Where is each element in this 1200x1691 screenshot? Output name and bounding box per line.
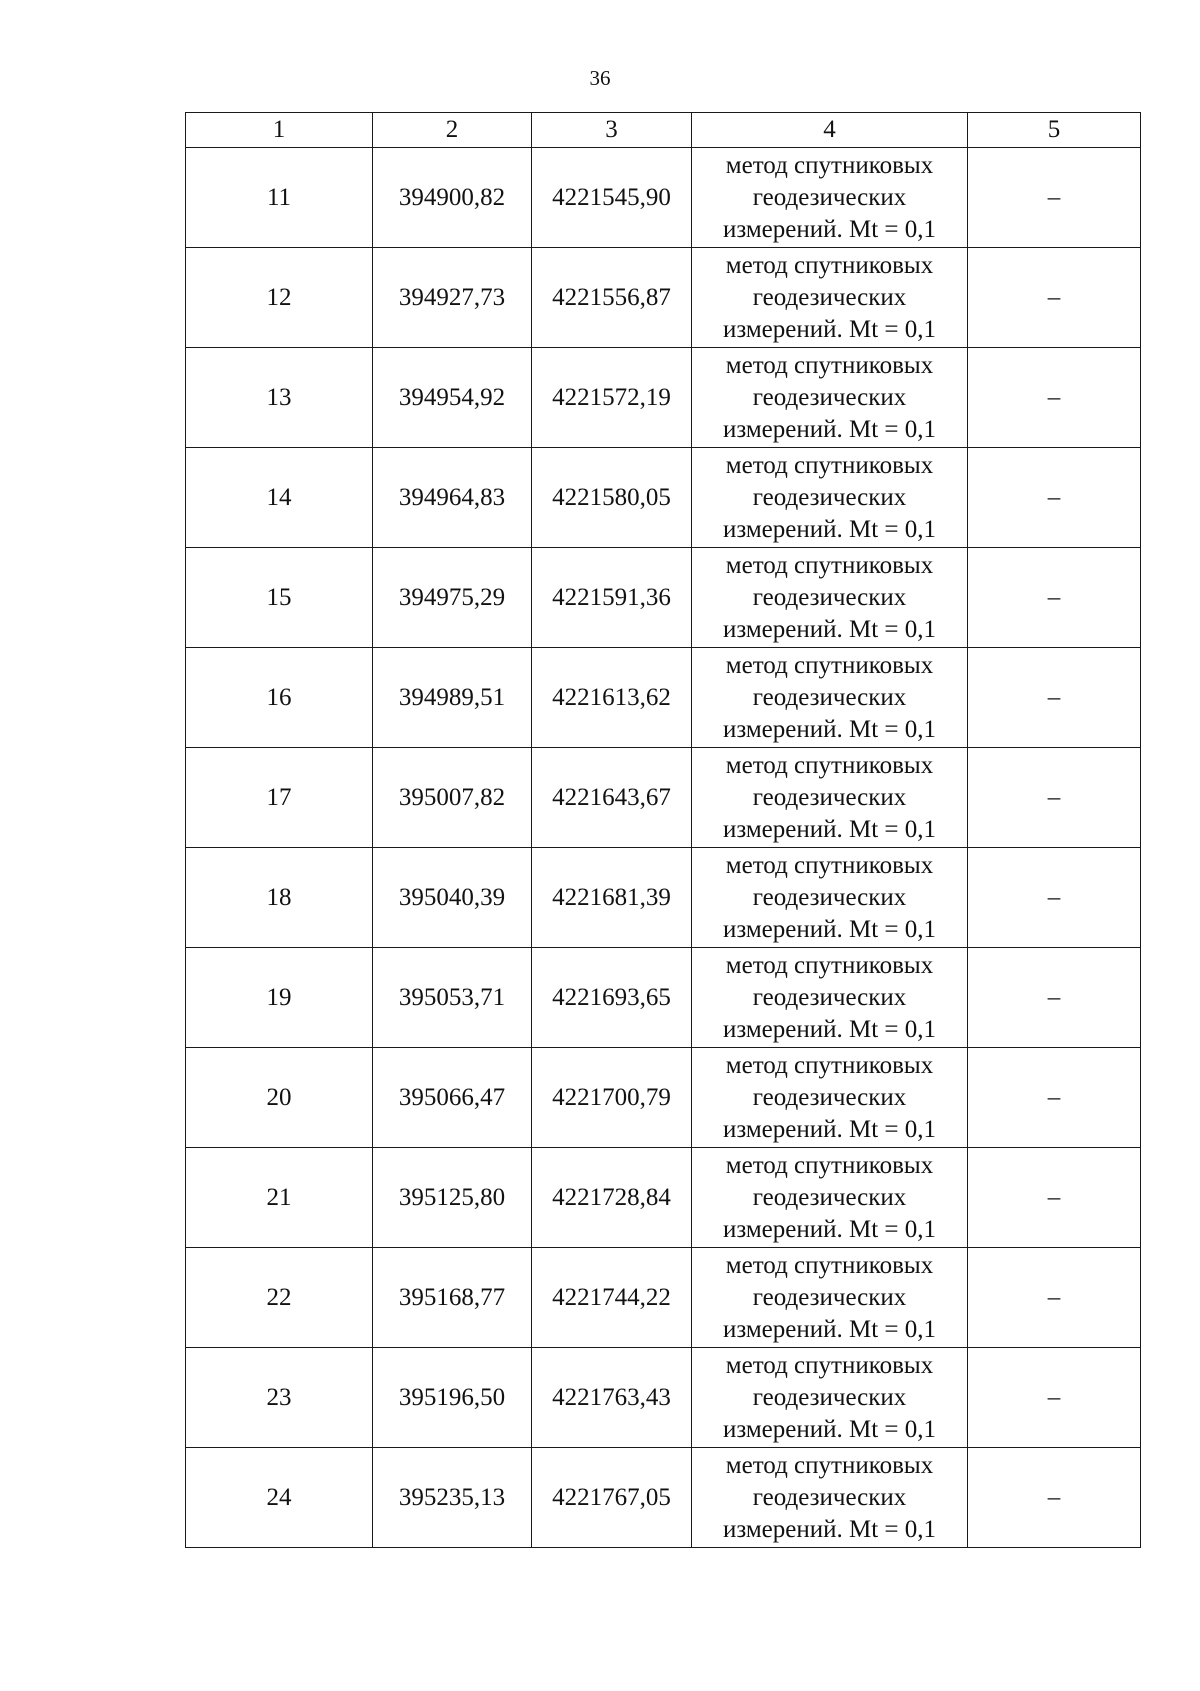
table-row bbox=[186, 348, 1141, 448]
y-coordinate-cell: 4221580,05 bbox=[532, 448, 692, 548]
method-cell bbox=[692, 1448, 968, 1548]
table-row bbox=[186, 748, 1141, 848]
point-number-cell: 11 bbox=[186, 148, 373, 248]
x-coordinate-cell: 395125,80 bbox=[373, 1148, 532, 1248]
method-text-line: геодезических bbox=[752, 1083, 907, 1111]
method-text-line: геодезических bbox=[752, 1383, 907, 1411]
x-coordinate-cell: 395235,13 bbox=[373, 1448, 532, 1548]
method-text-line: измерений. Mt = 0,1 bbox=[722, 615, 937, 643]
method-cell bbox=[692, 1248, 968, 1348]
method-text-line: метод спутниковых bbox=[725, 751, 934, 779]
note-cell: – bbox=[968, 748, 1141, 848]
note-cell: – bbox=[968, 348, 1141, 448]
table-row bbox=[186, 1248, 1141, 1348]
x-coordinate-cell: 395196,50 bbox=[373, 1348, 532, 1448]
method-text-line: метод спутниковых bbox=[725, 1451, 934, 1479]
method-cell bbox=[692, 1048, 968, 1148]
method-cell bbox=[692, 448, 968, 548]
method-text-line: метод спутниковых bbox=[725, 351, 934, 379]
method-cell bbox=[692, 348, 968, 448]
x-coordinate-cell: 395053,71 bbox=[373, 948, 532, 1048]
method-text-line: метод спутниковых bbox=[725, 951, 934, 979]
note-cell: – bbox=[968, 148, 1141, 248]
y-coordinate-cell: 4221545,90 bbox=[532, 148, 692, 248]
x-coordinate-cell: 395007,82 bbox=[373, 748, 532, 848]
note-cell: – bbox=[968, 548, 1141, 648]
method-text-line: измерений. Mt = 0,1 bbox=[722, 1115, 937, 1143]
method-cell bbox=[692, 1148, 968, 1248]
method-text-line: измерений. Mt = 0,1 bbox=[722, 815, 937, 843]
y-coordinate-cell: 4221643,67 bbox=[532, 748, 692, 848]
y-coordinate-cell: 4221556,87 bbox=[532, 248, 692, 348]
table-row bbox=[186, 848, 1141, 948]
method-text-line: геодезических bbox=[752, 983, 907, 1011]
method-text-line: измерений. Mt = 0,1 bbox=[722, 1315, 937, 1343]
column-header-3: 3 bbox=[532, 113, 692, 148]
method-text-line: геодезических bbox=[752, 883, 907, 911]
header-row bbox=[186, 113, 1141, 148]
method-text-line: метод спутниковых bbox=[725, 1351, 934, 1379]
table-row bbox=[186, 448, 1141, 548]
method-cell bbox=[692, 548, 968, 648]
x-coordinate-cell: 394964,83 bbox=[373, 448, 532, 548]
method-text-line: измерений. Mt = 0,1 bbox=[722, 415, 937, 443]
method-cell bbox=[692, 148, 968, 248]
table-row bbox=[186, 948, 1141, 1048]
method-text-line: метод спутниковых bbox=[725, 851, 934, 879]
point-number-cell: 21 bbox=[186, 1148, 373, 1248]
x-coordinate-cell: 395040,39 bbox=[373, 848, 532, 948]
note-cell: – bbox=[968, 1148, 1141, 1248]
table-row bbox=[186, 548, 1141, 648]
note-cell: – bbox=[968, 1048, 1141, 1148]
method-text-line: геодезических bbox=[752, 283, 907, 311]
method-text-line: геодезических bbox=[752, 783, 907, 811]
x-coordinate-cell: 394975,29 bbox=[373, 548, 532, 648]
note-cell: – bbox=[968, 1448, 1141, 1548]
table-row bbox=[186, 1348, 1141, 1448]
point-number-cell: 20 bbox=[186, 1048, 373, 1148]
y-coordinate-cell: 4221744,22 bbox=[532, 1248, 692, 1348]
page-number: 36 bbox=[589, 66, 611, 90]
method-text-line: геодезических bbox=[752, 183, 907, 211]
table-row bbox=[186, 148, 1141, 248]
method-text-line: измерений. Mt = 0,1 bbox=[722, 915, 937, 943]
point-number-cell: 12 bbox=[186, 248, 373, 348]
point-number-cell: 17 bbox=[186, 748, 373, 848]
point-number-cell: 18 bbox=[186, 848, 373, 948]
method-text-line: геодезических bbox=[752, 683, 907, 711]
method-text-line: геодезических bbox=[752, 583, 907, 611]
method-text-line: измерений. Mt = 0,1 bbox=[722, 215, 937, 243]
y-coordinate-cell: 4221763,43 bbox=[532, 1348, 692, 1448]
method-text-line: метод спутниковых bbox=[725, 1151, 934, 1179]
x-coordinate-cell: 394954,92 bbox=[373, 348, 532, 448]
method-text-line: измерений. Mt = 0,1 bbox=[722, 1015, 937, 1043]
y-coordinate-cell: 4221613,62 bbox=[532, 648, 692, 748]
point-number-cell: 16 bbox=[186, 648, 373, 748]
y-coordinate-cell: 4221728,84 bbox=[532, 1148, 692, 1248]
point-number-cell: 23 bbox=[186, 1348, 373, 1448]
table-header bbox=[186, 113, 1141, 148]
method-text-line: измерений. Mt = 0,1 bbox=[722, 315, 937, 343]
note-cell: – bbox=[968, 948, 1141, 1048]
x-coordinate-cell: 395066,47 bbox=[373, 1048, 532, 1148]
point-number-cell: 24 bbox=[186, 1448, 373, 1548]
table-row bbox=[186, 1148, 1141, 1248]
x-coordinate-cell: 394989,51 bbox=[373, 648, 532, 748]
column-header-2: 2 bbox=[373, 113, 532, 148]
table-row bbox=[186, 248, 1141, 348]
method-text-line: геодезических bbox=[752, 483, 907, 511]
coordinates-table bbox=[185, 112, 1141, 1548]
y-coordinate-cell: 4221767,05 bbox=[532, 1448, 692, 1548]
method-text-line: метод спутниковых bbox=[725, 551, 934, 579]
method-text-line: геодезических bbox=[752, 1283, 907, 1311]
method-text-line: метод спутниковых bbox=[725, 251, 934, 279]
method-cell bbox=[692, 848, 968, 948]
method-text-line: измерений. Mt = 0,1 bbox=[722, 1515, 937, 1543]
y-coordinate-cell: 4221591,36 bbox=[532, 548, 692, 648]
table-body bbox=[186, 148, 1141, 1548]
method-text-line: геодезических bbox=[752, 383, 907, 411]
method-text-line: геодезических bbox=[752, 1183, 907, 1211]
note-cell: – bbox=[968, 1248, 1141, 1348]
y-coordinate-cell: 4221681,39 bbox=[532, 848, 692, 948]
y-coordinate-cell: 4221693,65 bbox=[532, 948, 692, 1048]
table-row bbox=[186, 648, 1141, 748]
method-text-line: метод спутниковых bbox=[725, 1051, 934, 1079]
method-text-line: измерений. Mt = 0,1 bbox=[722, 515, 937, 543]
method-cell bbox=[692, 748, 968, 848]
method-cell bbox=[692, 648, 968, 748]
point-number-cell: 22 bbox=[186, 1248, 373, 1348]
note-cell: – bbox=[968, 448, 1141, 548]
note-cell: – bbox=[968, 1348, 1141, 1448]
point-number-cell: 19 bbox=[186, 948, 373, 1048]
column-header-4: 4 bbox=[692, 113, 968, 148]
method-cell bbox=[692, 1348, 968, 1448]
method-text-line: метод спутниковых bbox=[725, 451, 934, 479]
method-cell bbox=[692, 948, 968, 1048]
note-cell: – bbox=[968, 248, 1141, 348]
method-text-line: измерений. Mt = 0,1 bbox=[722, 715, 937, 743]
method-text-line: измерений. Mt = 0,1 bbox=[722, 1215, 937, 1243]
table-row bbox=[186, 1448, 1141, 1548]
column-header-1: 1 bbox=[186, 113, 373, 148]
point-number-cell: 13 bbox=[186, 348, 373, 448]
y-coordinate-cell: 4221572,19 bbox=[532, 348, 692, 448]
method-cell bbox=[692, 248, 968, 348]
y-coordinate-cell: 4221700,79 bbox=[532, 1048, 692, 1148]
method-text-line: геодезических bbox=[752, 1483, 907, 1511]
x-coordinate-cell: 395168,77 bbox=[373, 1248, 532, 1348]
method-text-line: метод спутниковых bbox=[725, 151, 934, 179]
note-cell: – bbox=[968, 848, 1141, 948]
column-header-5: 5 bbox=[968, 113, 1141, 148]
note-cell: – bbox=[968, 648, 1141, 748]
table-row bbox=[186, 1048, 1141, 1148]
point-number-cell: 15 bbox=[186, 548, 373, 648]
method-text-line: измерений. Mt = 0,1 bbox=[722, 1415, 937, 1443]
x-coordinate-cell: 394900,82 bbox=[373, 148, 532, 248]
method-text-line: метод спутниковых bbox=[725, 1251, 934, 1279]
x-coordinate-cell: 394927,73 bbox=[373, 248, 532, 348]
point-number-cell: 14 bbox=[186, 448, 373, 548]
method-text-line: метод спутниковых bbox=[725, 651, 934, 679]
